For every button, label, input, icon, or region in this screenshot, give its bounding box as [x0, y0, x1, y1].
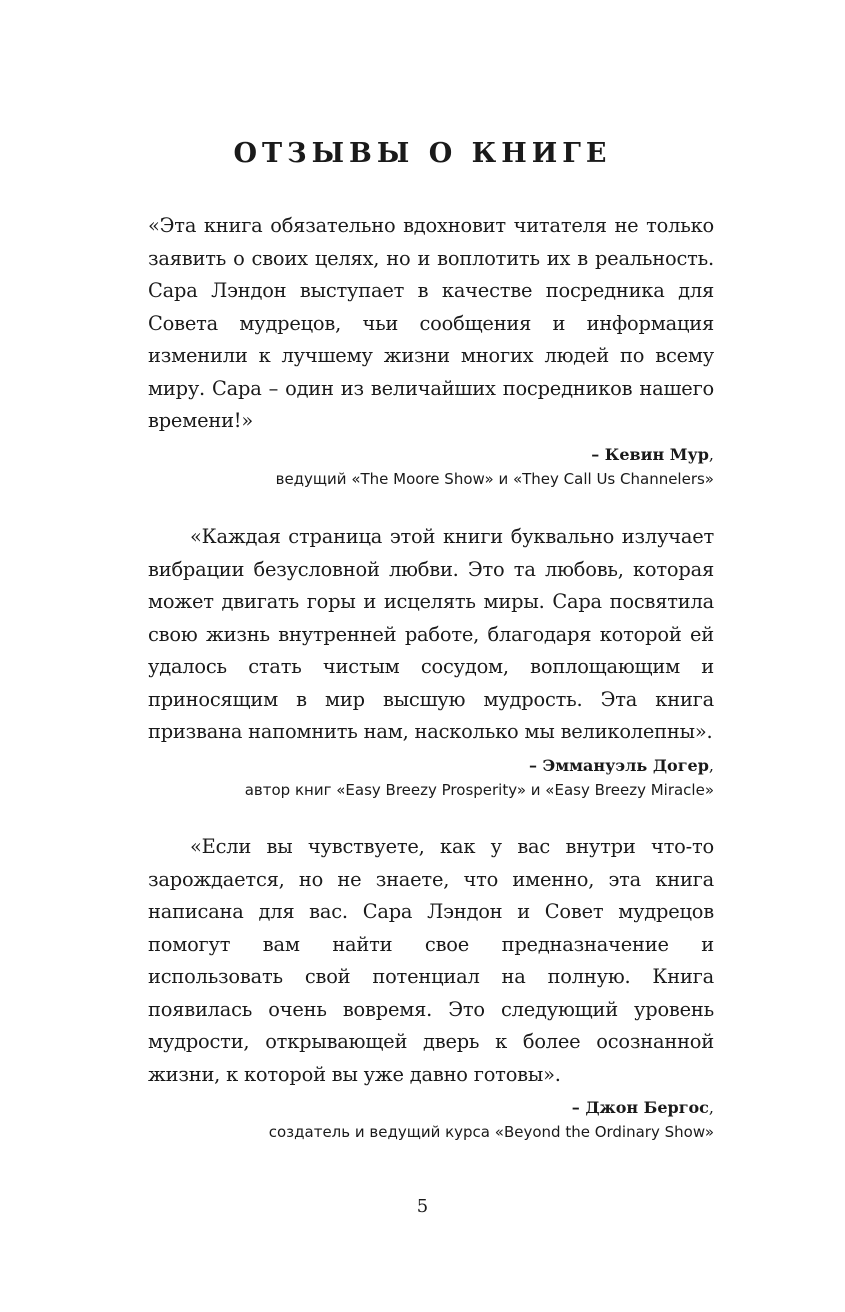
author-comma: , [708, 444, 714, 464]
review-john-burgos [148, 831, 714, 1144]
review-author-role: ведущий «The Moore Show» и «They Call Us Channelers» [275, 469, 714, 488]
review-author-role: создатель и ведущий курса «Beyond the Ordinary Show» [268, 1123, 714, 1141]
review-quote: «Каждая страница этой книги буквально излучает вибрации безусловной любви. Это та любовь, которая может двигать горы и исцелять миры. Сара посвятила свою жизнь внутренней работе, благодаря которой ей удалось стать чистым сосудом, воплощающим и приносящим в мир высшую мудрость. Эта книга призвана напомнить нам, насколько мы великолепны». [148, 525, 714, 743]
author-name: Кевин Мур [604, 444, 709, 464]
review-kevin-moore [148, 210, 714, 491]
review-author [572, 1098, 709, 1117]
author-dash: – [591, 444, 605, 464]
review-author [529, 756, 709, 775]
review-author-line [148, 1096, 714, 1120]
review-quote: «Эта книга обязательно вдохновит читателя не только заявить о своих целях, но и воплотить их в реальность. Сара Лэндон выступает в качестве посредника для Совета мудрецов, чьи сообщения и информация изменили к лучшему жизни многих людей по всему миру. Сара – один из величайших посредников нашего времени!» [148, 214, 714, 432]
review-author-line [148, 754, 714, 778]
author-dash: – [571, 1098, 586, 1117]
review-quote: «Если вы чувствуете, как у вас внутри что-то зарождается, но не знаете, что именно, эта книга написана для вас. Сара Лэндон и Совет мудрецов помогут вам найти свое предназначение и использовать свой потенциал на полную. Книга появилась очень вовремя. Это следующий уровень мудрости, открывающей дверь к более осознанной жизни, к которой вы уже давно готовы». [148, 835, 714, 1086]
author-comma: , [708, 1098, 714, 1117]
author-name: Джон Бергос [585, 1098, 709, 1117]
review-emmanuel-dagher [148, 521, 714, 802]
review-author-role: автор книг «Easy Breezy Prosperity» и «Easy Breezy Miracle» [244, 780, 714, 799]
review-author [591, 445, 709, 464]
page-number: 5 [416, 1196, 429, 1217]
author-comma: , [708, 755, 714, 775]
page-title: ОТЗЫВЫ О КНИГЕ [233, 138, 612, 169]
author-name: Эммануэль Догер [542, 755, 709, 775]
review-author-line [148, 443, 714, 467]
author-dash: – [528, 755, 543, 775]
